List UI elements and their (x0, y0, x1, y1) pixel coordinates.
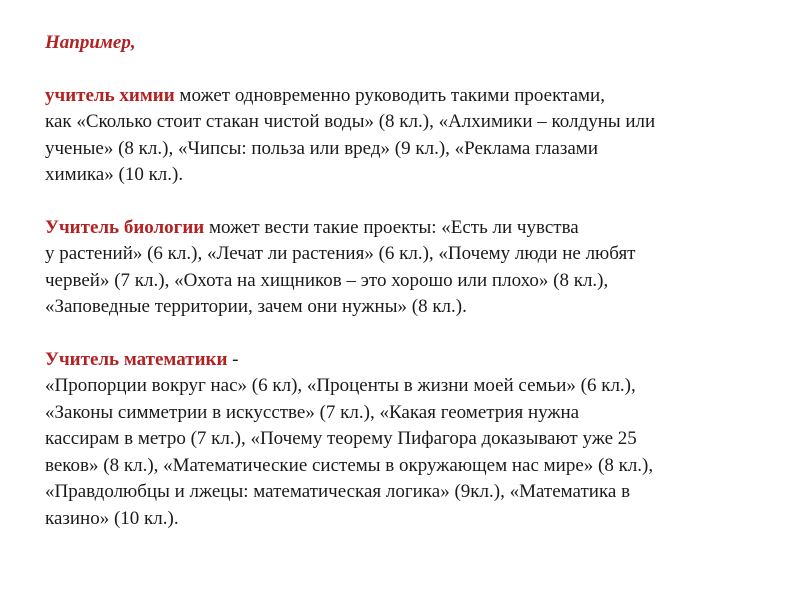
math-line-5: веков» (8 кл.), «Математические системы в окружающем нас мире» (8 кл.), (45, 454, 654, 476)
math-text: - (227, 348, 239, 370)
biology-text: может вести такие проекты: «Есть ли чувства (204, 216, 579, 238)
biology-line-4: «Заповедные территории, зачем они нужны» (8 кл.). (45, 296, 467, 317)
chemistry-line-4: химика» (10 кл.). (45, 164, 184, 185)
math-line-2: «Пропорции вокруг нас» (6 кл), «Проценты в жизни моей семьи» (6 кл.), (45, 375, 636, 396)
math-line-6: «Правдолюбцы и лжецы: математическая логика» (9кл.), «Математика в (45, 481, 631, 502)
intro-heading: Например, (45, 32, 136, 53)
chemistry-line-1 (45, 83, 775, 110)
math-subject: Учитель математики (45, 348, 228, 370)
biology-line-3: червей» (7 кл.), «Охота на хищников – это хорошо или плохо» (8 кл.), (45, 269, 609, 291)
chemistry-line-2: как «Сколько стоит стакан чистой воды» (8 кл.), «Алхимики – колдуны или (45, 111, 656, 132)
chemistry-line-3: ученые» (8 кл.), «Чипсы: польза или вред» (9 кл.), «Реклама глазами (45, 137, 598, 159)
chemistry-text: может одновременно руководить такими проектами, (174, 84, 605, 106)
math-line-4: кассирам в метро (7 кл.), «Почему теорему Пифагора доказывают уже 25 (45, 428, 637, 449)
chemistry-paragraph (45, 83, 775, 189)
math-paragraph (45, 347, 775, 533)
math-line-7: казино» (10 кл.). (45, 507, 179, 529)
biology-line-1 (45, 215, 775, 242)
slide-content (45, 30, 775, 532)
biology-line-2: у растений» (6 кл.), «Лечат ли растения» (6 кл.), «Почему люди не любят (45, 243, 636, 264)
biology-paragraph (45, 215, 775, 321)
math-line-3: «Законы симметрии в искусстве» (7 кл.), «Какая геометрия нужна (45, 401, 580, 423)
math-line-1 (45, 347, 775, 374)
biology-subject: Учитель биологии (45, 216, 205, 238)
chemistry-subject: учитель химии (45, 84, 175, 106)
